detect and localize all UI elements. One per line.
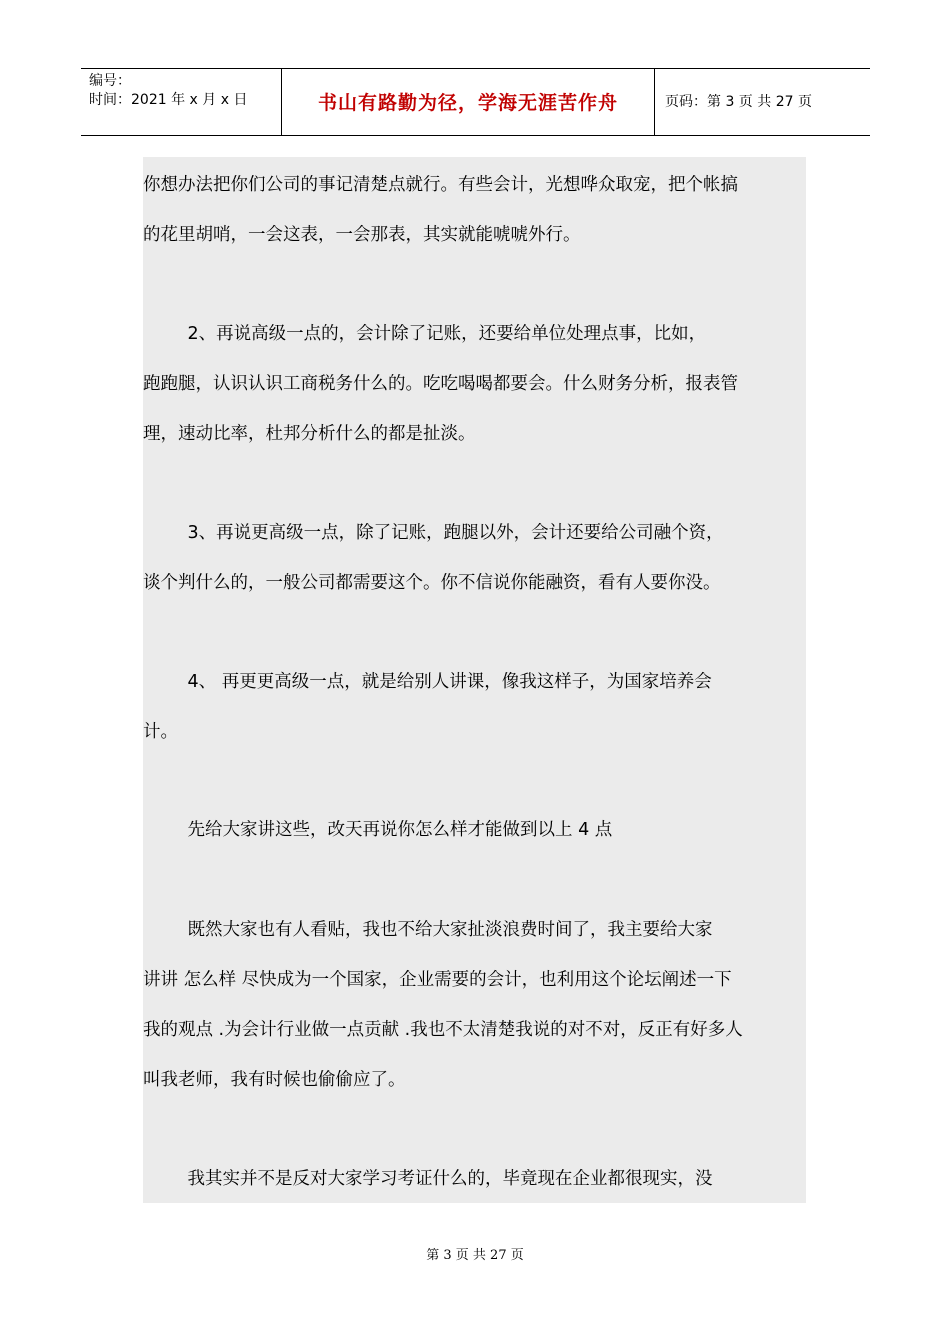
header-page-number: 页码：第 3 页 共 27 页 (665, 94, 812, 110)
document-date-label: 时间：2021 年 x 月 x 日 (89, 92, 248, 108)
page-footer: 第 3 页 共 27 页 (426, 1248, 524, 1263)
body-line: 我其实并不是反对大家学习考证什么的，毕竟现在企业都很现实，没 (143, 1169, 713, 1189)
body-line: 的花里胡哨，一会这表，一会那表，其实就能唬唬外行。 (143, 225, 581, 245)
body-line: 理，速动比率，杜邦分析什么的都是扯淡。 (143, 424, 476, 444)
body-line: 讲讲 怎么样 尽快成为一个国家，企业需要的会计，也利用这个论坛阐述一下 (143, 970, 732, 990)
body-line: 先给大家讲这些，改天再说你怎么样才能做到以上 4 点 (143, 820, 613, 840)
document-body (143, 157, 806, 1203)
header-motto: 书山有路勤为径，学海无涯苦作舟 (317, 92, 618, 114)
header-page-cell (655, 69, 870, 135)
document-header (81, 68, 870, 136)
body-line: 2、再说高级一点的，会计除了记账，还要给单位处理点事，比如， (143, 324, 707, 344)
body-line: 你想办法把你们公司的事记清楚点就行。有些会计，光想哗众取宠，把个帐搞 (143, 175, 738, 195)
body-line: 我的观点 .为会计行业做一点贡献 .我也不太清楚我说的对不对，反正有好多人 (143, 1020, 743, 1040)
body-line: 3、再说更高级一点，除了记账，跑腿以外，会计还要给公司融个资， (143, 523, 724, 543)
header-meta-cell (81, 69, 282, 135)
document-number-label: 编号： (89, 73, 131, 89)
body-line: 跑跑腿，认识认识工商税务什么的。吃吃喝喝都要会。什么财务分析，报表管 (143, 374, 738, 394)
body-line: 计。 (143, 722, 178, 742)
body-line: 谈个判什么的，一般公司都需要这个。你不信说你能融资，看有人要你没。 (143, 573, 721, 593)
body-line: 既然大家也有人看贴，我也不给大家扯淡浪费时间了，我主要给大家 (143, 920, 713, 940)
header-motto-cell (282, 69, 655, 135)
body-line: 叫我老师，我有时候也偷偷应了。 (143, 1070, 406, 1090)
body-line: 4、 再更更高级一点，就是给别人讲课，像我这样子，为国家培养会 (143, 672, 712, 692)
